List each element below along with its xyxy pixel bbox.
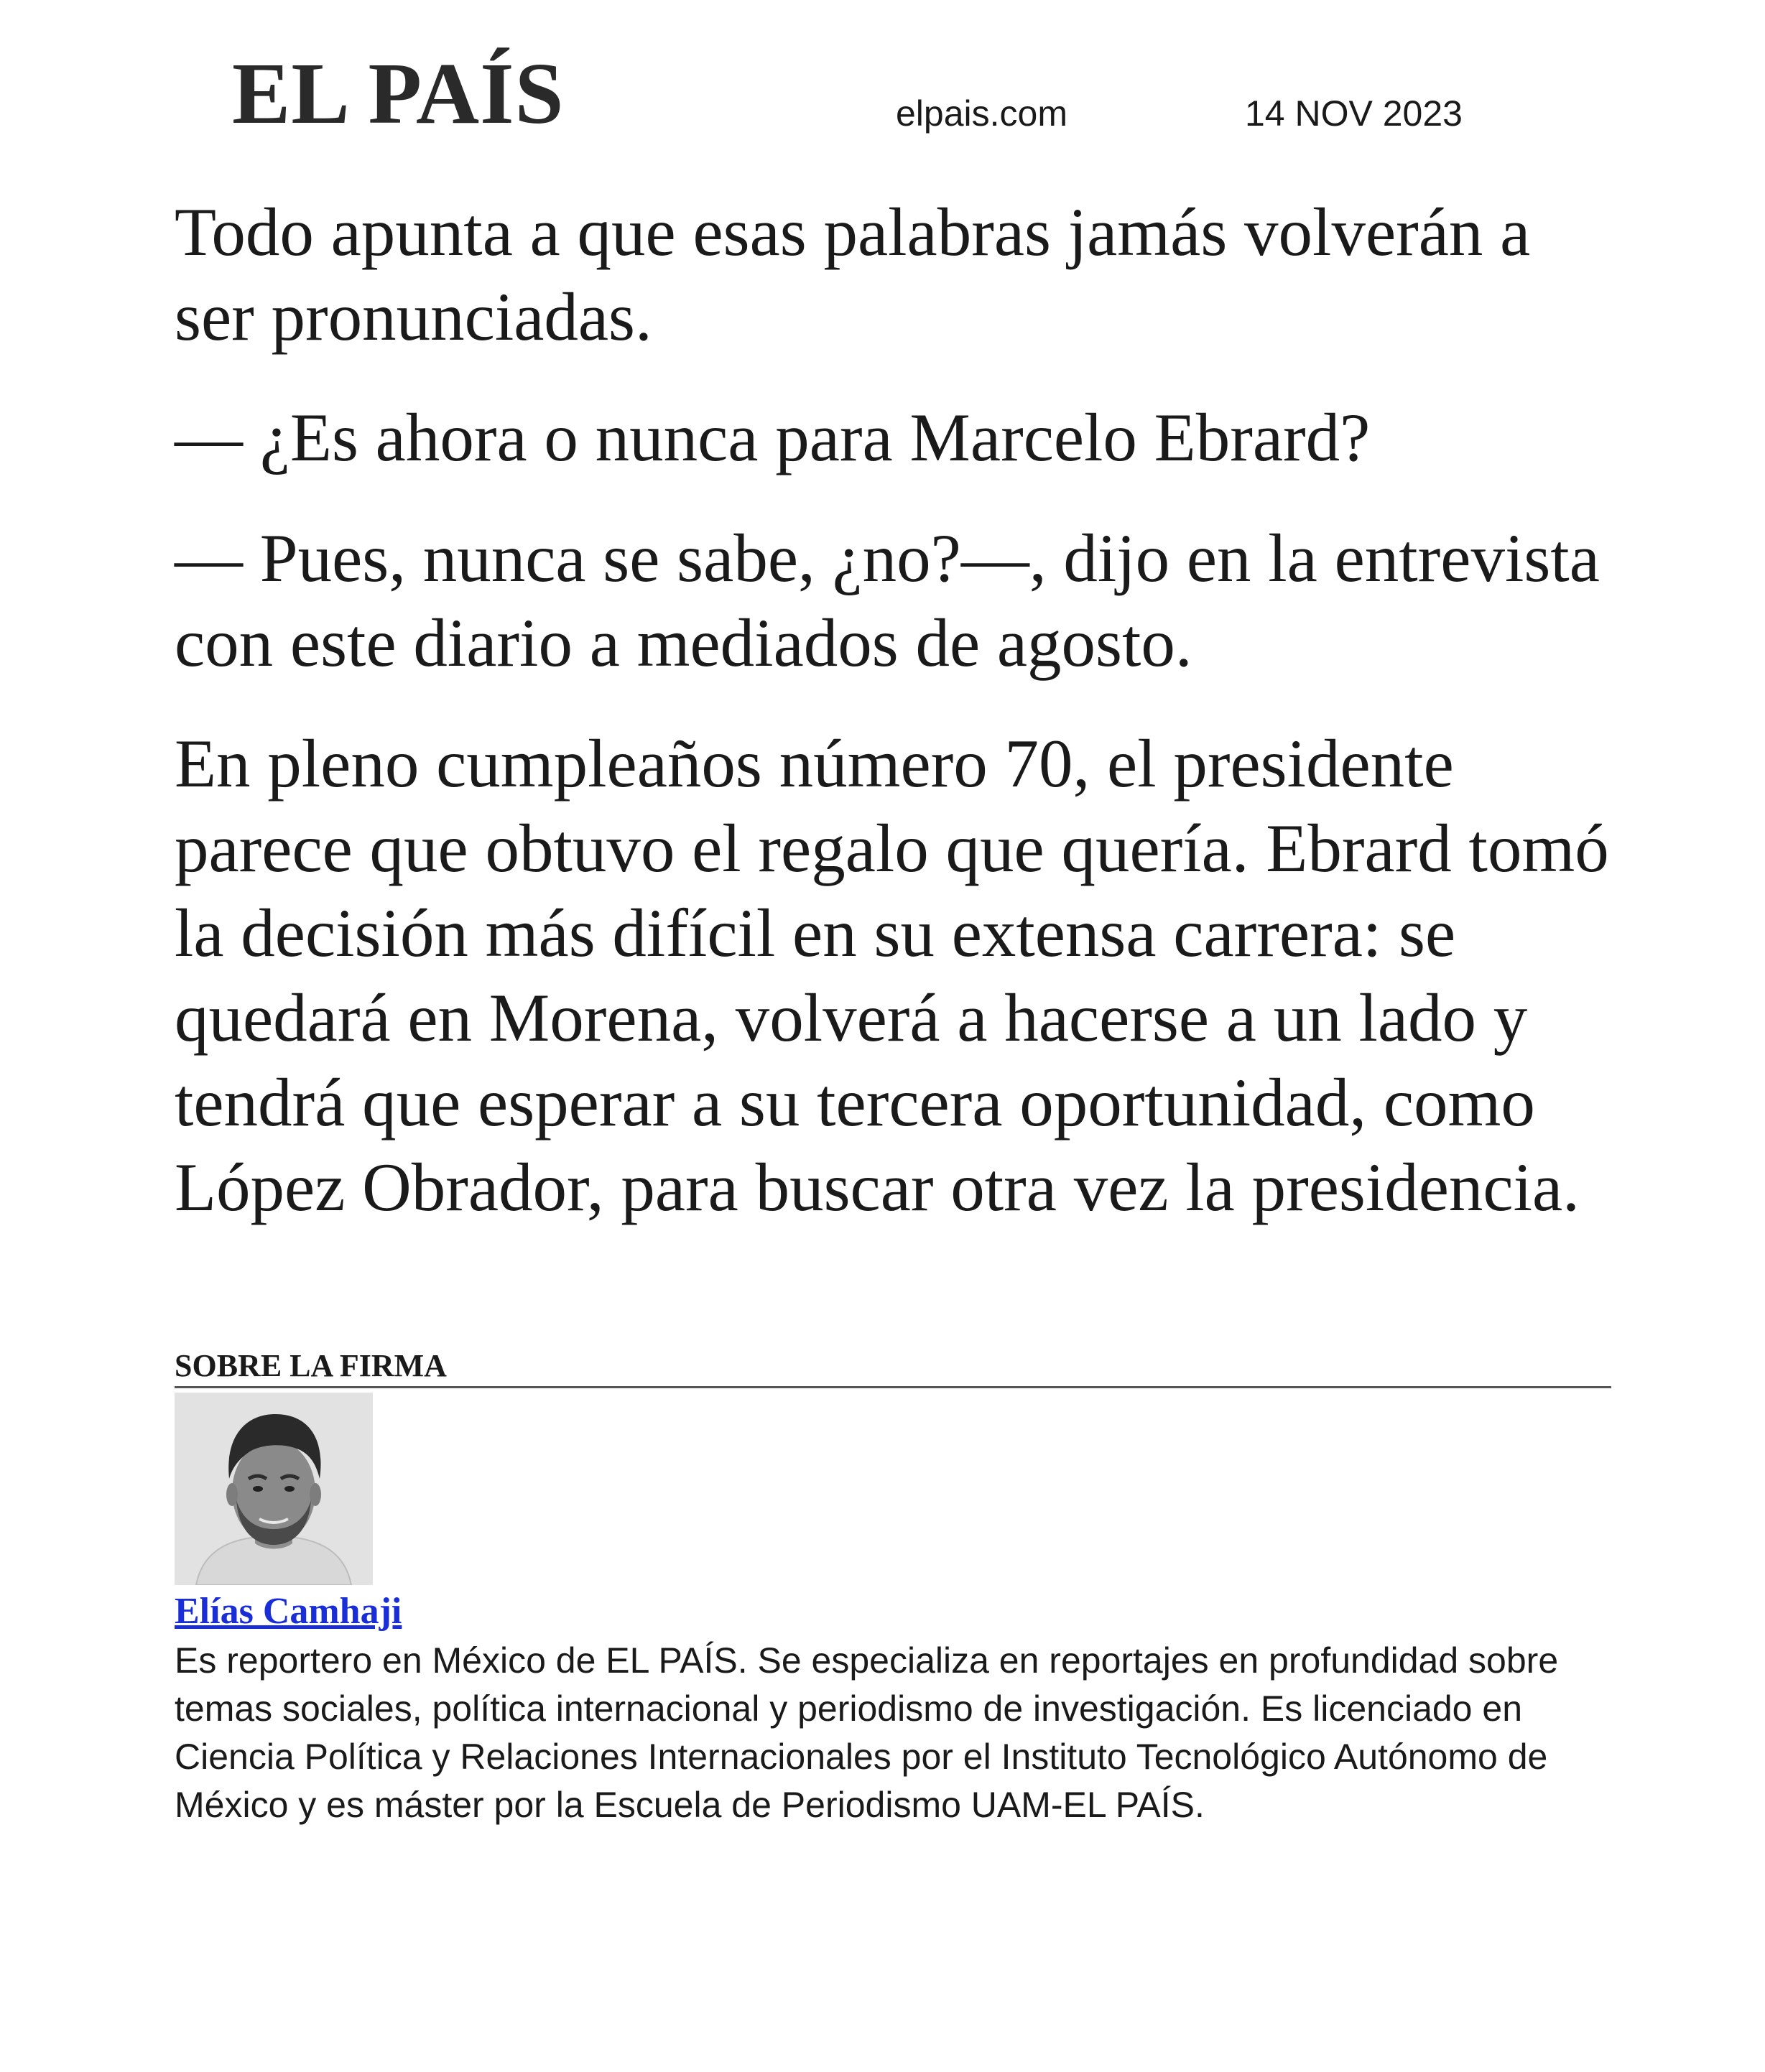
author-photo <box>175 1393 373 1585</box>
article-paragraph-4: En pleno cumpleaños número 70, el presidente parece que obtuvo el regalo que quería. Ebrard tomó la decisión más difícil en su extensa carrera: se quedará en Morena, volverá a hacerse a un lado y tendrá que esperar a su tercera oportunidad, como López Obrador, para buscar otra vez la presidencia. <box>175 725 1609 1225</box>
article-body <box>175 190 1611 1265</box>
header-date: 14 NOV 2023 <box>1245 93 1463 134</box>
article-paragraph-2: — ¿Es ahora o nunca para Marcelo Ebrard? <box>175 399 1371 475</box>
header-site-url: elpais.com <box>896 93 1067 134</box>
byline-section <box>175 1350 1611 1829</box>
author-portrait-image <box>175 1393 373 1585</box>
article-paragraph-1: Todo apunta a que esas palabras jamás volverán a ser pronunciadas. <box>175 194 1531 355</box>
byline-heading: SOBRE LA FIRMA <box>175 1350 1611 1388</box>
masthead-logo: EL PAÍS <box>232 45 565 142</box>
article-paragraph-3: — Pues, nunca se sabe, ¿no?—, dijo en la entrevista con este diario a mediados de agosto. <box>175 520 1600 681</box>
author-name-link[interactable]: Elías Camhaji <box>175 1591 402 1632</box>
author-bio: Es reportero en México de EL PAÍS. Se especializa en reportajes en profundidad sobre temas sociales, política internacional y periodismo de investigación. Es licenciado en Ciencia Política y Relaciones Internacionales por el Instituto Tecnológico Autónomo de México y es máster por la Escuela de Periodismo UAM-EL PAÍS. <box>175 1640 1559 1825</box>
